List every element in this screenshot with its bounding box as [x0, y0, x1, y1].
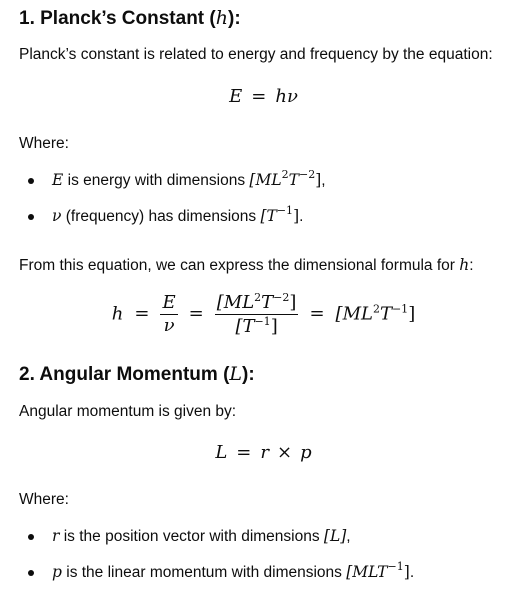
- bullet-dot: [28, 570, 34, 576]
- section-2-where: Where:: [19, 491, 69, 508]
- section-1-heading: [19, 6, 241, 31]
- bullet-dot: [28, 178, 34, 184]
- section-2-intro: Angular momentum is given by:: [19, 403, 237, 420]
- heading-text: 1. Planck’s Constant (: [19, 8, 216, 29]
- bullet-frequency: ν (frequency) has dimensions $[T^{-1}]$.: [52, 204, 304, 225]
- section-1-where: Where:: [19, 135, 69, 152]
- heading-suffix: ):: [228, 8, 241, 29]
- bullet-momentum: p is the linear momentum with dimensions $[MLT^{-1}]$.: [52, 560, 415, 581]
- planck-derivation: h = $\frac{E}{\nu}$ = $\frac{[ML^2T^{-2}]}{[T^{-1}]}$ = $[ML^2T^{-1}]$: [111, 291, 416, 337]
- fraction-dimensions: $\frac{[ML^2T^{-2}]}{[T^{-1}]}$: [216, 291, 297, 337]
- planck-equation: E = hν: [229, 86, 298, 107]
- bullet-dot: [28, 534, 34, 540]
- bullet-dot: [28, 214, 34, 220]
- fraction-e-over-nu: $\frac{E}{\nu}$: [162, 292, 176, 336]
- section-2-heading: 2. Angular Momentum (L):: [19, 363, 255, 385]
- heading-symbol: h: [215, 7, 228, 29]
- angular-momentum-equation: L = r × p: [215, 442, 312, 463]
- bullet-position: r is the position vector with dimensions [L],: [52, 527, 351, 545]
- heading-symbol: L: [229, 363, 243, 385]
- bullet-energy: E is energy with dimensions $[ML^2T^{-2}]$,: [52, 168, 326, 189]
- section-1-intro: Planck’s constant is related to energy and frequency by the equation:: [19, 46, 493, 63]
- derive-sentence: From this equation, we can express the dimensional formula for h:: [19, 256, 474, 274]
